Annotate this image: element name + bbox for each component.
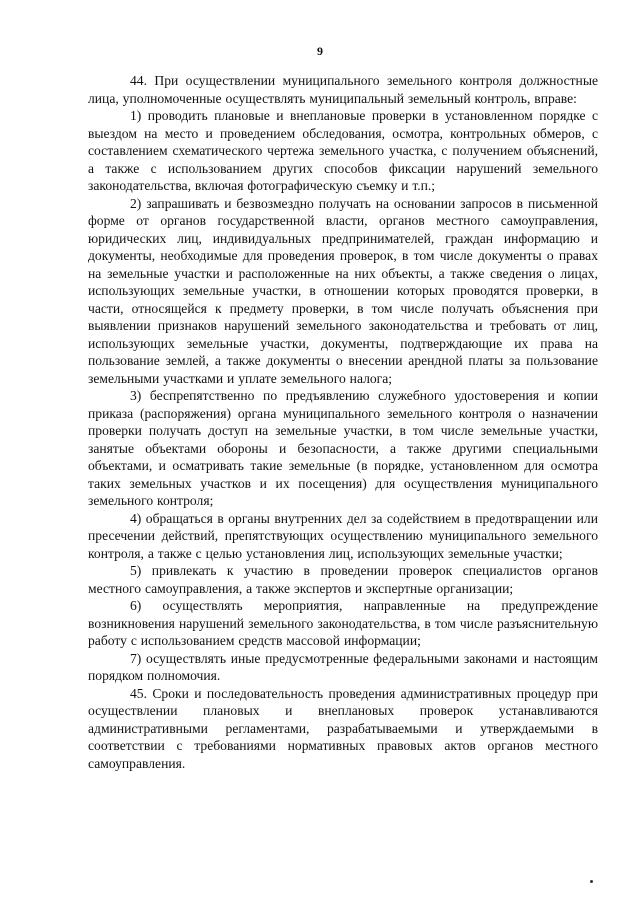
paragraph-44: 44. При осуществлении муниципального земельного контроля должностные лица, уполномоченные осуществлять муниципальный земельный контроль, вправе: <box>88 73 598 106</box>
page-number: 9 <box>317 44 323 58</box>
paragraph-44-item-3: 3) беспрепятственно по предъявлению служебного удостоверения и копии приказа (распоряжения) органа муниципального земельного контроля о назначении проверки получать доступ на земельные участки, в том числе земельные участки, занятые объектами обороны и безопасности, а также другими специальными объектами, и осматривать такие земельные (в порядке, установленном для осмотра таких земельных участков и их посещения) для осуществления муниципального земельного контроля; <box>88 388 598 508</box>
paragraph-45: 45. Сроки и последовательность проведения административных процедур при осуществлении плановых и внеплановых проверок устанавливаются административными регламентами, разрабатываемыми и утверждаемыми в соответствии с требованиями нормативных правовых актов органов местного самоуправления. <box>88 685 598 771</box>
paragraph-44-item-4: 4) обращаться в органы внутренних дел за содействием в предотвращении или пресечении действий, препятствующих осуществлению муниципального земельного контроля, а также с целью установления лиц, использующих земельные участки; <box>88 510 598 561</box>
document-body <box>88 72 598 772</box>
paragraph-44-item-6: 6) осуществлять мероприятия, направленные на предупреждение возникновения нарушений земельного законодательства, в том числе разъяснительную работу с использованием средств массовой информации; <box>88 598 598 648</box>
paragraph-44-item-1: 1) проводить плановые и внеплановые проверки в установленном порядке с выездом на место и проведением обследования, осмотра, контрольных обмеров, с составлением схематического чертежа земельного участка, с получением объяснений, а также с использованием других способов фиксации нарушений земельного законодательства, включая фотографическую съемку и т.п.; <box>88 108 598 193</box>
scan-speck <box>590 880 593 883</box>
paragraph-44-item-7: 7) осуществлять иные предусмотренные федеральными законами и настоящим порядком полномочия. <box>88 650 598 683</box>
paragraph-44-item-2: 2) запрашивать и безвозмездно получать на основании запросов в письменной форме от органов государственной власти, органов местного самоуправления, юридических лиц, индивидуальных предпринимателей, граждан информацию и документы, необходимые для проведения проверок, в том числе документы о правах на земельные участки и расположенные на них объекты, а также сведения о лицах, использующих земельные участки, в отношении которых проводятся проверки, в части, относящейся к предмету проверки, в том числе получать объяснения при выявлении признаков нарушений земельного законодательства и требовать от лиц, использующих земельные участки, документы, подтверждающие их права на пользование землей, а также документы о внесении арендной платы за пользование земельными участками и уплате земельного налога; <box>88 195 598 386</box>
paragraph-44-item-5: 5) привлекать к участию в проведении проверок специалистов органов местного самоуправления, а также экспертов и экспертные организации; <box>88 563 598 596</box>
